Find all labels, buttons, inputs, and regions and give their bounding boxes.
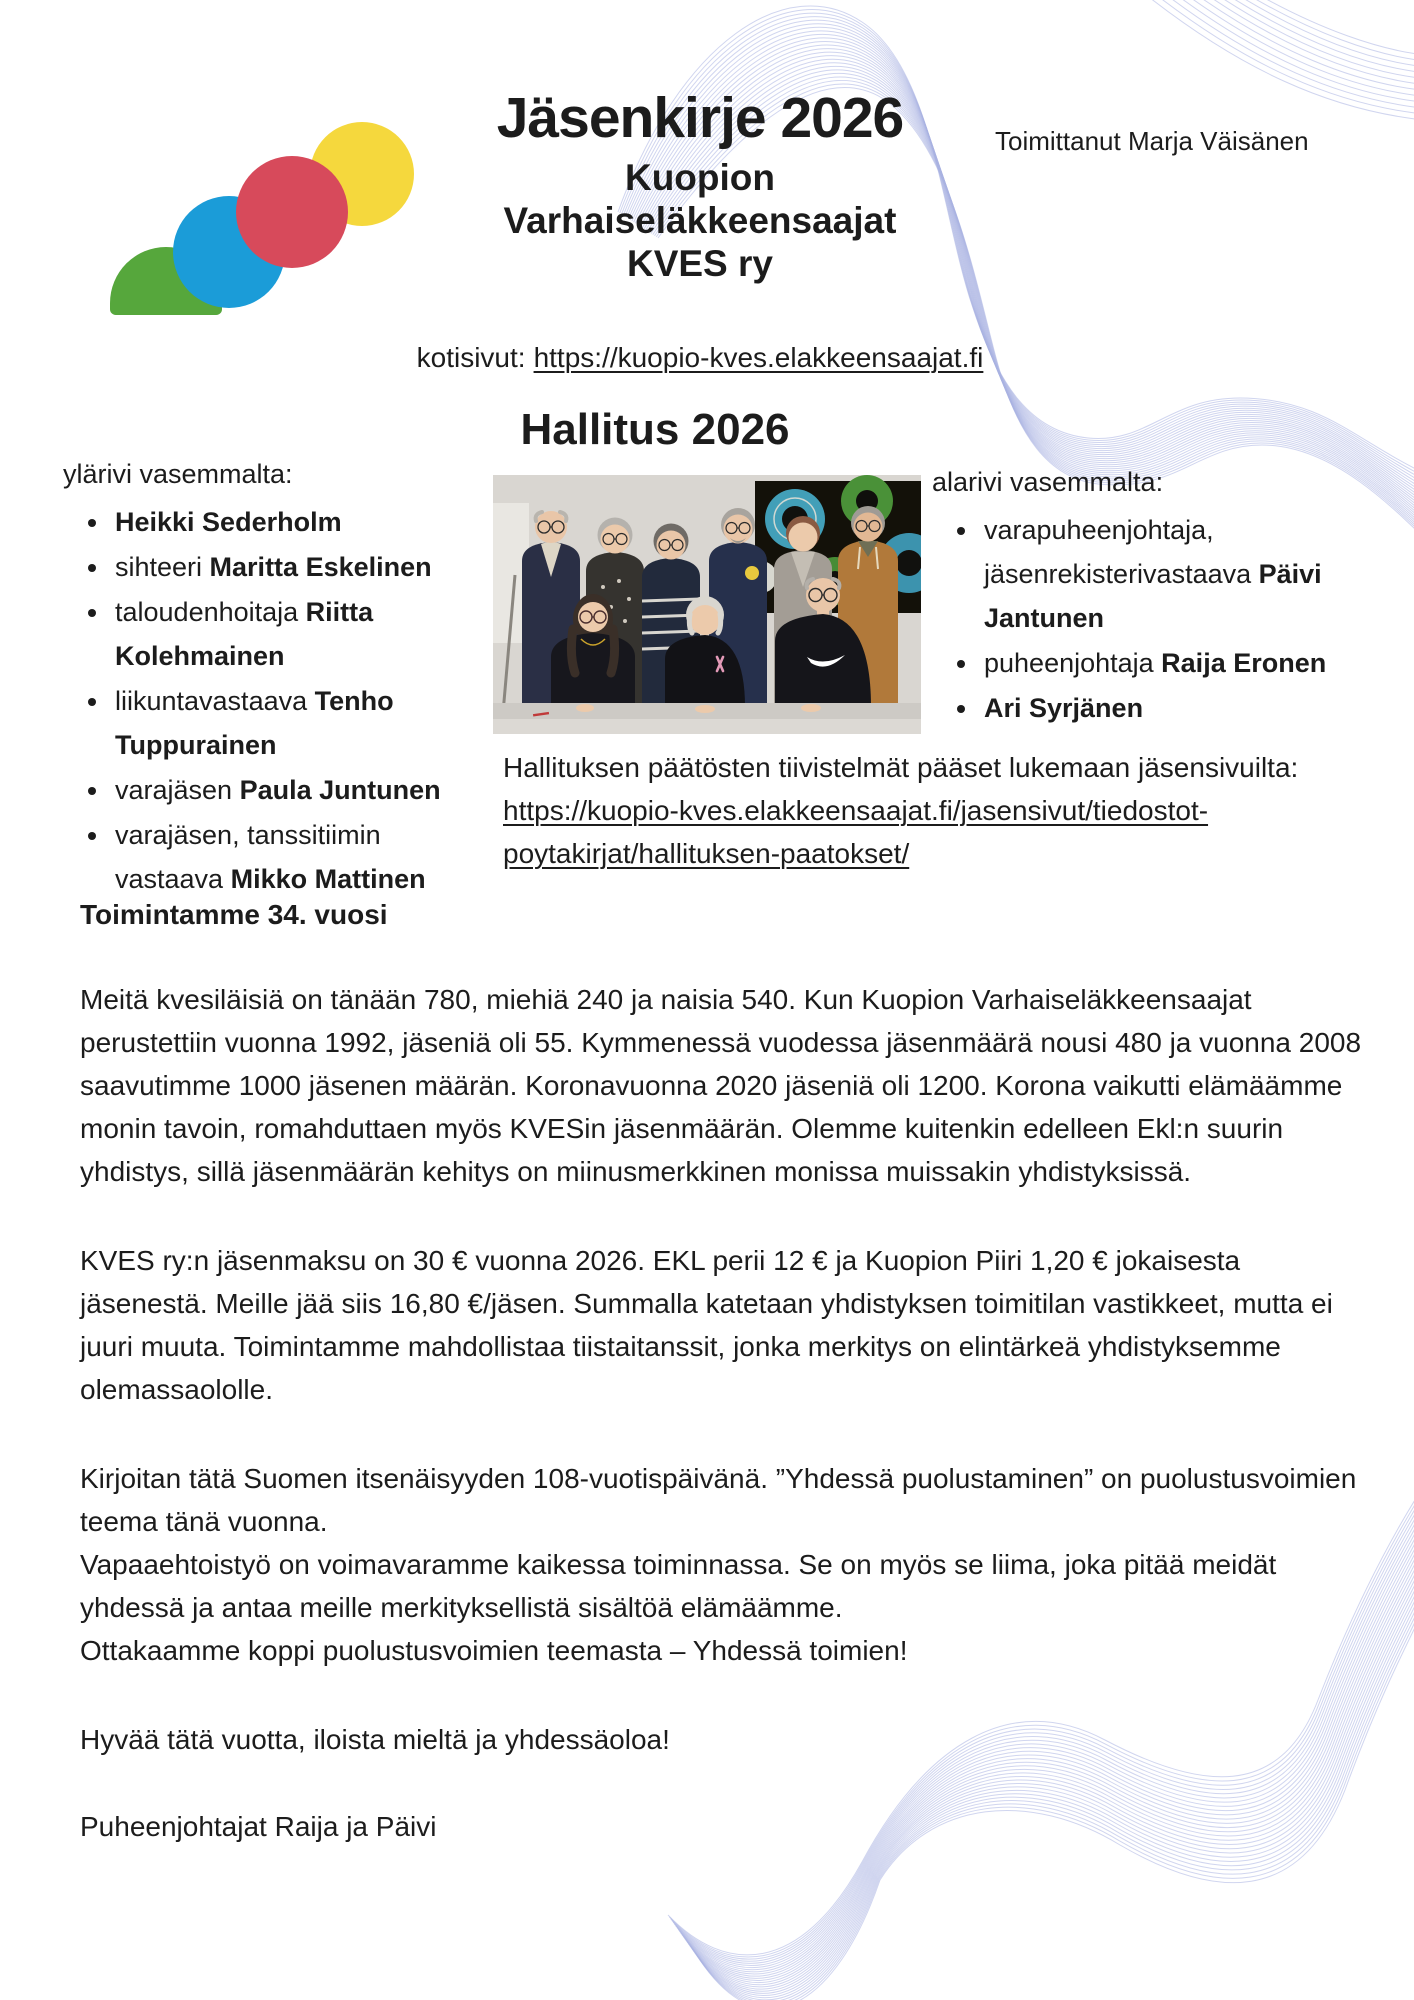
article-paragraph: Kirjoitan tätä Suomen itsenäisyyden 108-vuotispäivänä. ”Yhdessä puolustaminen” on puolustusvoimien teema tänä vuonna. Vapaaehtoistyö on voimavaramme kaikessa toiminnassa. Se on myös se liima, joka pitää meidät yhdessä ja antaa meille merkityksellistä sisältöä elämäämme. Ottakaamme koppi puolustusvoimien teemasta – Yhdessä toimien! [80,1463,1357,1666]
top-row-heading: ylärivi vasemmalta: [63,459,293,489]
article-signature: Puheenjohtajat Raija ja Päivi [80,1811,437,1842]
header-block [350,88,1050,285]
org-line-1: Kuopion [624,157,775,198]
bottom-row-list [932,508,1356,730]
logo-circle-red [236,156,348,268]
org-line-2: Varhaiseläkkeensaajat [503,200,897,241]
article-paragraph: Meitä kvesiläisiä on tänään 780, miehiä 240 ja naisia 540. Kun Kuopion Varhaiseläkkeensaajat perustettiin vuonna 1992, jäseniä oli 55. Kymmenessä vuodessa jäsenmäärä nousi 480 ja vuonna 2008 saavutimme 1000 jäsenen määrän. Koronavuonna 2020 jäseniä oli 1200. Korona vaikutti elämäämme monin tavoin, romahduttaen myös KVESin jäsenmäärän. Olemme kuitenkin edelleen Ekl:n suurin yhdistys, sillä jäsenmäärän kehitys on miinusmerkkinen monissa muissakin yhdistyksissä. [80,984,1362,1187]
board-member: • Ari Syrjänen [980,686,1356,730]
bottom-row-heading: alarivi vasemmalta: [932,467,1164,497]
article-paragraphs [80,978,1372,1672]
article-heading: Toimintamme 34. vuosi [80,899,388,930]
top-row-list [63,500,487,901]
decisions-text: Hallituksen päätösten tiivistelmät pääset lukemaan jäsensivuilta: [503,752,1299,783]
board-member: • Heikki Sederholm [111,500,487,544]
organization-name [350,156,1050,285]
org-line-3: KVES ry [626,243,773,284]
board-member: • puheenjohtaja Raija Eronen [980,641,1356,685]
board-top-row-column [63,452,487,902]
board-decisions-note [503,746,1375,875]
article-closing: Hyvää tätä vuotta, iloista mieltä ja yhdessäoloa! [80,1724,670,1755]
board-group-photo [493,475,921,734]
board-member: • varapuheenjohtaja, jäsenrekisterivastaava Päivi Jantunen [980,508,1356,640]
editor-credit: Toimittanut Marja Väisänen [995,126,1309,156]
board-member: • liikuntavastaava Tenho Tuppurainen [111,679,487,767]
board-member: • taloudenhoitaja Riitta Kolehmainen [111,590,487,678]
board-heading: Hallitus 2026 [520,405,790,454]
article-paragraph: KVES ry:n jäsenmaksu on 30 € vuonna 2026. EKL perii 12 € ja Kuopion Piiri 1,20 € jokaisesta jäsenestä. Meille jää siis 16,80 €/jäsen. Summalla katetaan yhdistyksen toimitilan vastikkeet, mutta ei juuri muuta. Toimintamme mahdollistaa tiistaitanssit, jonka merkitys on elintärkeä yhdistyksemme olemassaololle. [80,1245,1333,1405]
page-title: Jäsenkirje 2026 [496,86,904,150]
homepage-line [200,342,1200,374]
homepage-label: kotisivut: [416,342,526,373]
board-bottom-row-column [932,460,1356,731]
decisions-link[interactable]: https://kuopio-kves.elakkeensaajat.fi/jasensivut/tiedostot-poytakirjat/hallituksen-paatokset/ [503,795,1209,869]
article [80,898,1372,1848]
board-member: • varajäsen Paula Juntunen [111,768,487,812]
board-member: • sihteeri Maritta Eskelinen [111,545,487,589]
homepage-link[interactable]: https://kuopio-kves.elakkeensaajat.fi [533,342,984,373]
board-member: • varajäsen, tanssitiimin vastaava Mikko Mattinen [111,813,487,901]
